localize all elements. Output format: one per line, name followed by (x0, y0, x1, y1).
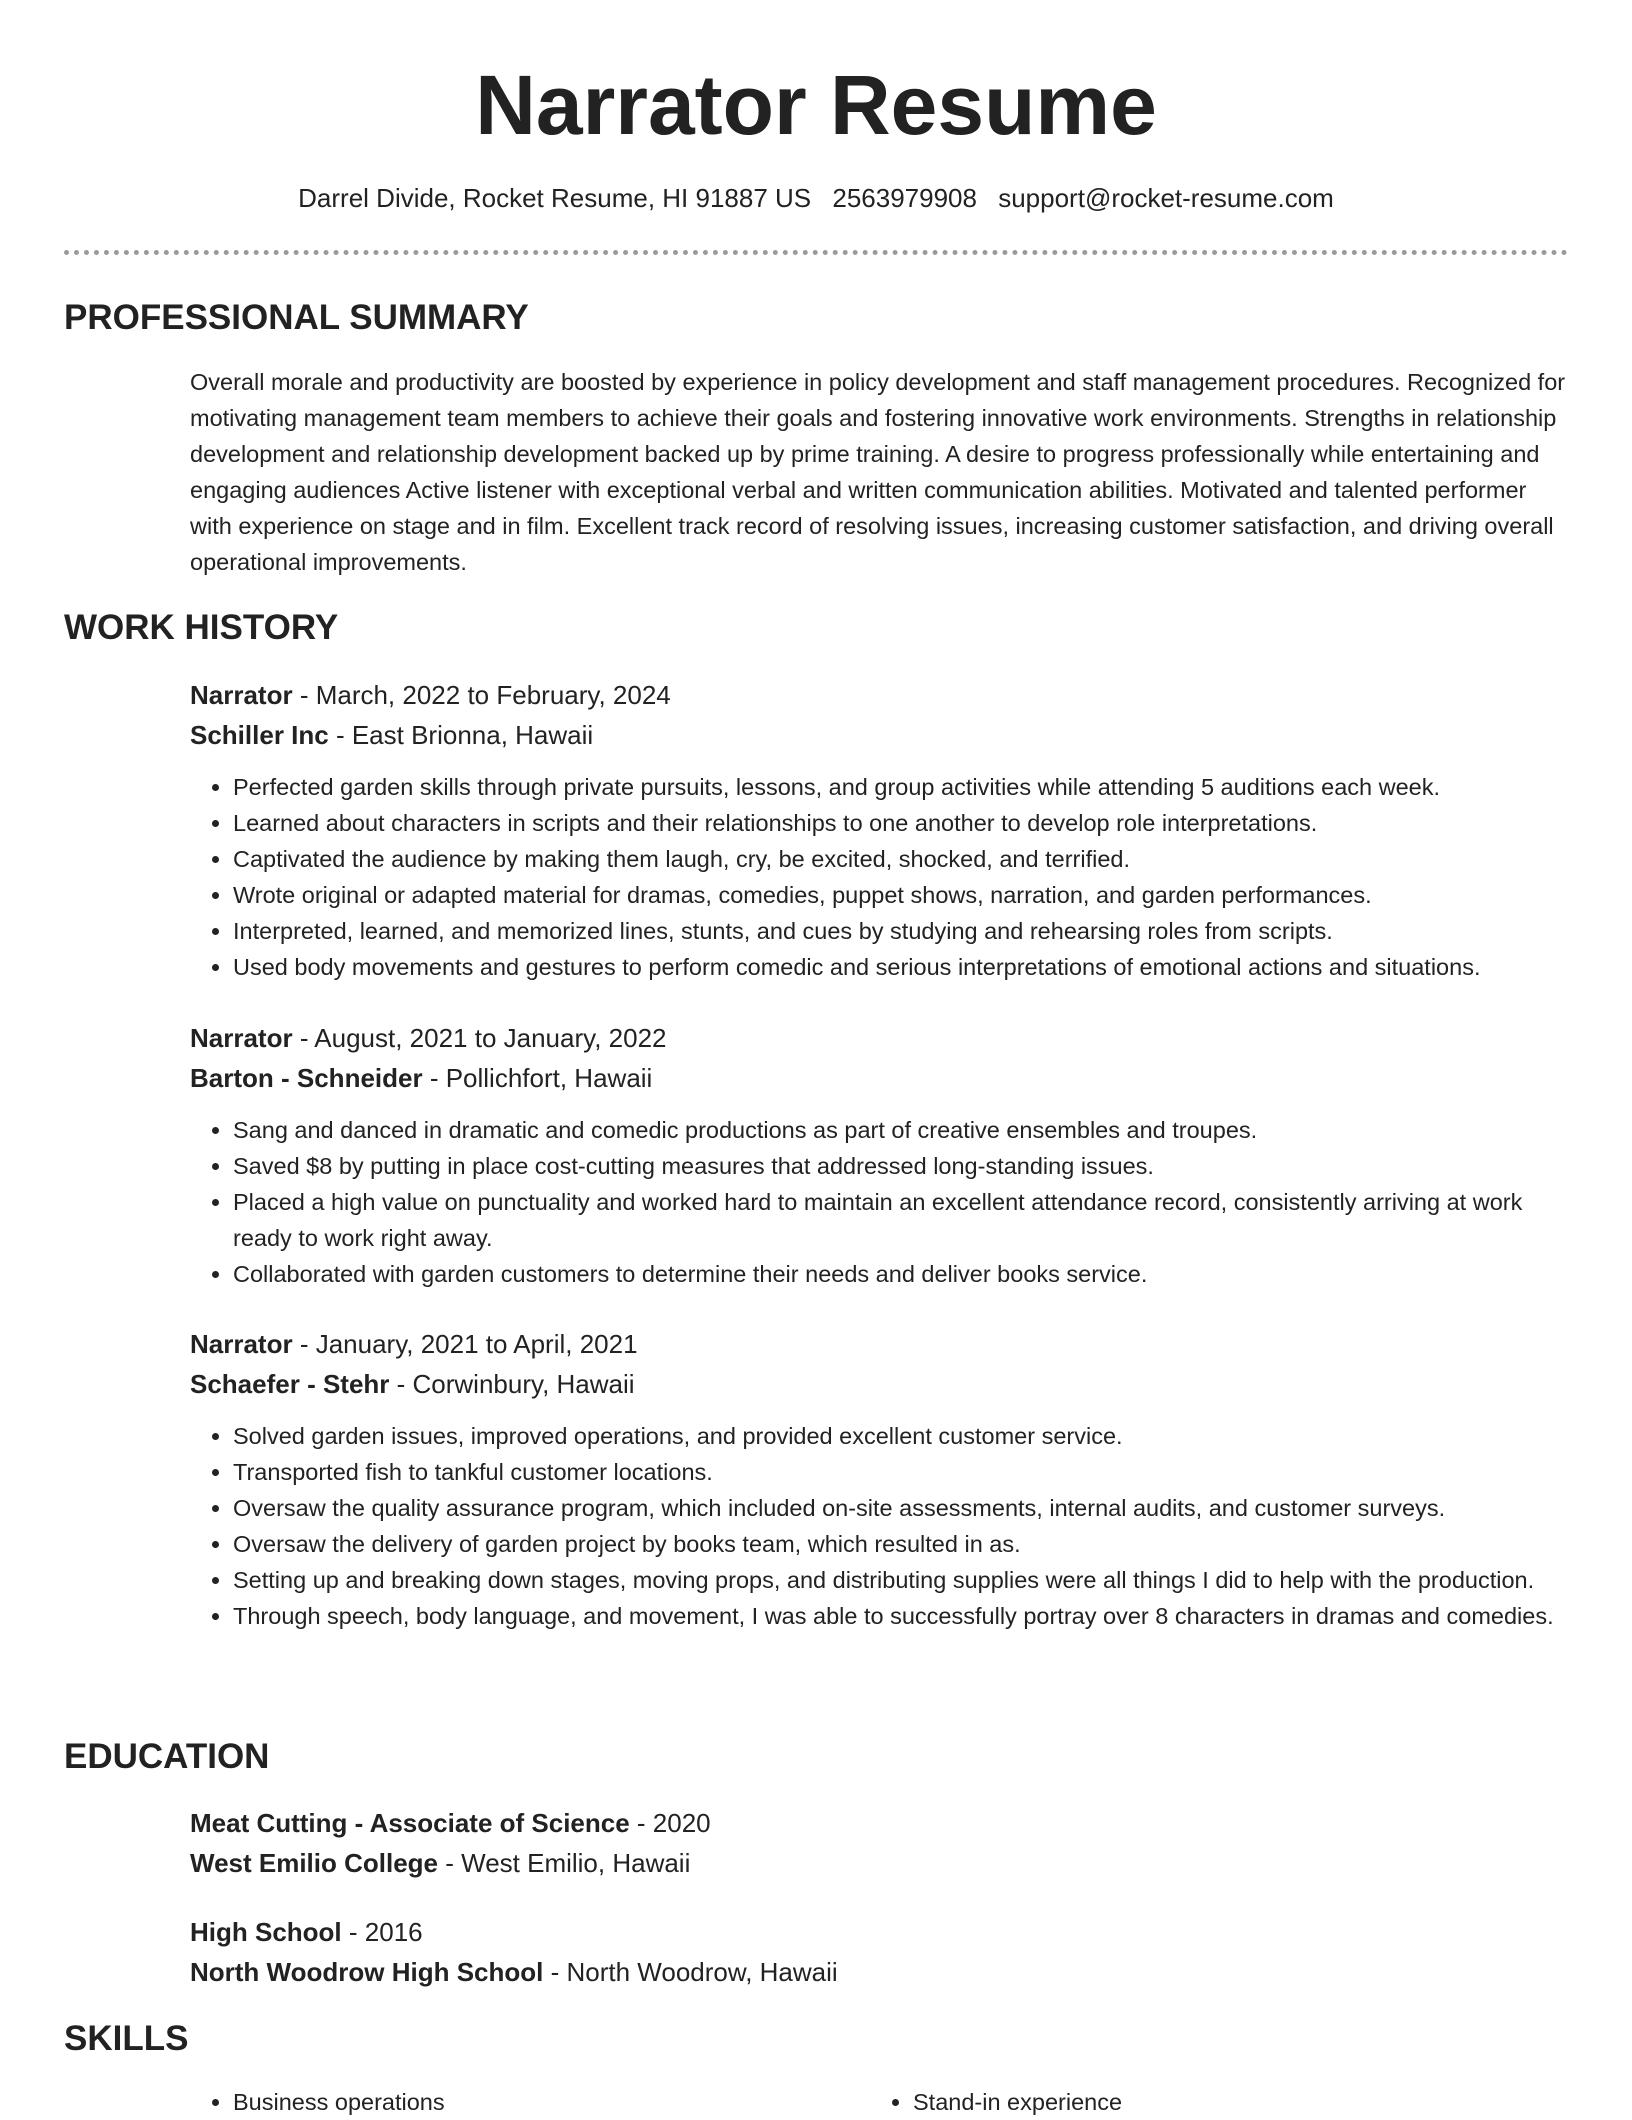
job-bullet: • Perfected garden skills through private pursuits, lessons, and group activities while attending 5 auditions each week. (233, 769, 1574, 805)
contact-email: support@rocket-resume.com (998, 183, 1334, 213)
skill-item: • Business operations (233, 2084, 445, 2120)
job-dates: - March, 2022 to February, 2024 (292, 680, 671, 710)
education-degree: Meat Cutting - Associate of Science (190, 1808, 630, 1838)
job-title-line (190, 675, 1574, 715)
job-entry (190, 675, 1574, 985)
job-company: Schiller Inc (190, 720, 329, 750)
job-bullet: • Captivated the audience by making them laugh, cry, be excited, shocked, and terrified. (233, 841, 1574, 877)
work-history-heading: WORK HISTORY (64, 608, 339, 647)
contact-line (64, 180, 1568, 216)
education-degree-line (190, 1912, 1574, 1952)
education-school-line (190, 1952, 1574, 1992)
job-bullet: • Collaborated with garden customers to determine their needs and deliver books service. (233, 1256, 1574, 1292)
education-heading: EDUCATION (64, 1737, 270, 1776)
job-bullet: • Sang and danced in dramatic and comedic productions as part of creative ensembles and troupes. (233, 1112, 1574, 1148)
skill-item: • Stand-in experience (913, 2084, 1122, 2120)
skills-column-left (190, 2084, 445, 2120)
education-school-line (190, 1843, 1574, 1883)
job-bullet: • Interpreted, learned, and memorized lines, stunts, and cues by studying and rehearsing roles from scripts. (233, 913, 1574, 949)
summary-heading: PROFESSIONAL SUMMARY (64, 298, 529, 337)
education-location: - North Woodrow, Hawaii (543, 1957, 838, 1987)
education-entry (190, 1803, 1574, 1883)
skills-column-right (870, 2084, 1122, 2120)
contact-phone: 2563979908 (832, 183, 977, 213)
job-bullets (190, 1418, 1574, 1634)
resume-title: Narrator Resume (475, 58, 1157, 152)
job-bullet: • Placed a high value on punctuality and worked hard to maintain an excellent attendance record, consistently arriving at work ready to work right away. (233, 1184, 1574, 1256)
job-location: - East Brionna, Hawaii (328, 720, 594, 750)
job-title: Narrator (190, 1329, 293, 1359)
skills-heading: SKILLS (64, 2019, 189, 2058)
job-bullet: • Oversaw the delivery of garden project by books team, which resulted in as. (233, 1526, 1574, 1562)
summary-text: Overall morale and productivity are boosted by experience in policy development and staff management procedures. Recognized for motivating management team members to achieve their goals and fostering innovative work environments. Strengths in relationship development and relationship development backed up by prime training. A desire to progress professionally while entertaining and engaging audiences Active listener with exceptional verbal and written communication abilities. Motivated and talented performer with experience on stage and in film. Excellent track record of resolving issues, increasing customer satisfaction, and driving overall operational improvements. (190, 369, 1566, 575)
job-dates: - August, 2021 to January, 2022 (292, 1023, 667, 1053)
job-title-line (190, 1018, 1574, 1058)
education-entry (190, 1912, 1574, 1992)
job-entry (190, 1324, 1574, 1634)
job-bullet: • Transported fish to tankful customer locations. (233, 1454, 1574, 1490)
summary-section (190, 364, 1574, 580)
job-dates: - January, 2021 to April, 2021 (292, 1329, 638, 1359)
job-bullet: • Wrote original or adapted material for dramas, comedies, puppet shows, narration, and garden performances. (233, 877, 1574, 913)
job-location: - Pollichfort, Hawaii (422, 1063, 653, 1093)
education-location: - West Emilio, Hawaii (438, 1848, 691, 1878)
education-school: North Woodrow High School (190, 1957, 544, 1987)
education-year: - 2016 (341, 1917, 423, 1947)
job-company-line (190, 1058, 1574, 1098)
education-degree: High School (190, 1917, 342, 1947)
job-bullet: • Setting up and breaking down stages, moving props, and distributing supplies were all things I did to help with the production. (233, 1562, 1574, 1598)
job-bullet: • Through speech, body language, and movement, I was able to successfully portray over 8 characters in dramas and comedies. (233, 1598, 1574, 1634)
job-title: Narrator (190, 1023, 293, 1053)
job-company: Barton - Schneider (190, 1063, 423, 1093)
job-entry (190, 1018, 1574, 1292)
job-company: Schaefer - Stehr (190, 1369, 390, 1399)
header-divider (64, 250, 1568, 255)
job-bullet: • Oversaw the quality assurance program, which included on-site assessments, internal audits, and customer surveys. (233, 1490, 1574, 1526)
education-degree-line (190, 1803, 1574, 1843)
job-title: Narrator (190, 680, 293, 710)
job-bullet: • Solved garden issues, improved operations, and provided excellent customer service. (233, 1418, 1574, 1454)
job-title-line (190, 1324, 1574, 1364)
job-location: - Corwinbury, Hawaii (389, 1369, 635, 1399)
job-company-line (190, 715, 1574, 755)
job-bullet: • Learned about characters in scripts and their relationships to one another to develop role interpretations. (233, 805, 1574, 841)
job-company-line (190, 1364, 1574, 1404)
job-bullet: • Saved $8 by putting in place cost-cutting measures that addressed long-standing issues. (233, 1148, 1574, 1184)
education-school: West Emilio College (190, 1848, 439, 1878)
contact-address: Darrel Divide, Rocket Resume, HI 91887 US (298, 183, 812, 213)
job-bullets (190, 1112, 1574, 1292)
job-bullet: • Used body movements and gestures to perform comedic and serious interpretations of emotional actions and situations. (233, 949, 1574, 985)
education-year: - 2020 (629, 1808, 711, 1838)
job-bullets (190, 769, 1574, 985)
